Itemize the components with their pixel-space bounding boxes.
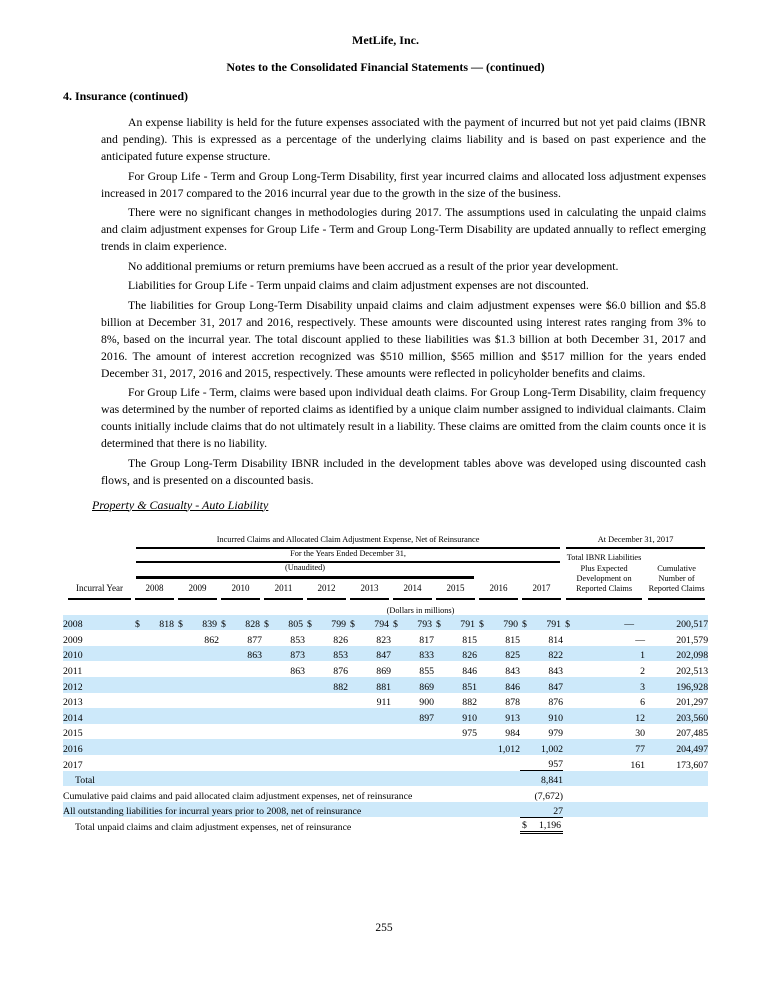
ibnr-value-cell — [563, 615, 645, 631]
cell-content — [219, 619, 262, 630]
table-row — [63, 724, 708, 740]
cell-value: 805 — [288, 619, 303, 631]
claims-value-cell — [305, 693, 348, 709]
cell-content — [434, 619, 477, 630]
header-row-years-ended — [63, 549, 708, 563]
claims-value-cell: 817 — [419, 634, 434, 646]
column-header-year — [133, 579, 176, 600]
ibnr-value-cell — [563, 802, 645, 818]
summary-value-cell: 8,841 — [520, 771, 563, 787]
column-header-year — [520, 579, 563, 600]
table-row — [63, 661, 708, 677]
claims-value-cell: 826 — [333, 634, 348, 646]
ibnr-value-cell: 30 — [635, 728, 646, 740]
subheader-years-ended: For the Years Ended December 31, — [133, 549, 563, 563]
spacer-cell — [63, 563, 133, 578]
claims-value-cell: 911 — [376, 697, 391, 709]
claims-value-cell — [348, 755, 391, 771]
document-title: Notes to the Consolidated Financial Statements — (continued) — [226, 60, 545, 74]
currency-symbol: $ — [264, 619, 269, 631]
currency-symbol: $ — [178, 619, 183, 631]
cumulative-claims-cell — [645, 786, 708, 802]
claims-value-cell — [133, 724, 176, 740]
claims-value-cell: 910 — [434, 708, 477, 724]
currency-symbol: $ — [350, 619, 355, 631]
claims-value-cell: 853 — [305, 646, 348, 662]
claims-value-cell — [133, 677, 176, 693]
cell-value: 799 — [331, 619, 346, 631]
ibnr-value-cell — [563, 817, 645, 833]
claims-value-cell — [262, 755, 305, 771]
claims-value-cell — [305, 739, 348, 755]
claims-value-cell — [520, 615, 563, 631]
summary-row — [63, 786, 708, 802]
cumulative-claims-cell: 201,579 — [676, 634, 709, 646]
table-row — [63, 646, 708, 662]
claims-value-cell — [176, 661, 219, 677]
year-label: 2013 — [350, 583, 389, 599]
cell-value: 793 — [417, 619, 432, 631]
claims-value-cell — [477, 615, 520, 631]
claims-value-cell: 877 — [247, 634, 262, 646]
claims-value-cell — [133, 661, 176, 677]
cell-value: — — [624, 619, 635, 631]
claims-value-cell — [176, 646, 219, 662]
table-row — [63, 755, 708, 771]
claims-value-cell: 843 — [548, 665, 564, 677]
claims-value-cell: 984 — [505, 728, 520, 740]
claims-value-cell — [262, 739, 305, 755]
cumulative-claims-cell — [645, 817, 708, 833]
cell-content — [348, 619, 391, 630]
cell-value: 1,196 — [539, 820, 562, 832]
cumulative-claims-cell: 207,485 — [676, 728, 709, 740]
claims-value-cell: 876 — [333, 665, 348, 677]
claims-value-cell — [133, 646, 176, 662]
claims-value-cell — [305, 724, 348, 740]
claims-value-cell: 853 — [290, 634, 305, 646]
claims-value-cell — [434, 739, 477, 755]
year-label: 2015 — [436, 583, 475, 599]
group-header-at-date: At December 31, 2017 — [563, 535, 708, 549]
incurral-year-cell: 2013 — [63, 697, 83, 709]
claims-value-cell — [219, 755, 262, 771]
year-label: 2014 — [393, 583, 432, 599]
body-paragraphs — [101, 114, 706, 489]
paragraph: For Group Life - Term and Group Long-Term Disability, first year incurred claims and allocated loss adjustment expenses increased in 2017 compared to the 2016 incurral year due to the growth in the size of the business. — [101, 169, 706, 200]
paragraph: No additional premiums or return premiums have been accrued as a result of the prior year development. — [128, 259, 619, 273]
spacer-cell — [63, 600, 133, 615]
currency-symbol: $ — [221, 619, 226, 631]
column-header-year — [348, 579, 391, 600]
claims-value-cell: 881 — [348, 677, 391, 693]
claims-value-cell: 873 — [262, 646, 305, 662]
claims-value-cell: 851 — [434, 677, 477, 693]
subheader-unaudited: (Unaudited) — [133, 563, 477, 578]
incurral-year-cell: 2017 — [63, 759, 83, 771]
claims-value-cell — [434, 755, 477, 771]
ibnr-value-cell: 1 — [563, 646, 645, 662]
claims-value-cell: 815 — [462, 634, 477, 646]
claims-value-cell — [262, 708, 305, 724]
column-header-incurral-year: Incurral Year — [63, 579, 133, 600]
ibnr-value-cell — [563, 786, 645, 802]
cumulative-claims-cell: 173,607 — [676, 759, 709, 771]
year-label: 2017 — [522, 583, 561, 599]
claims-value-cell: 882 — [305, 677, 348, 693]
table-row — [63, 693, 708, 709]
claims-value-cell — [262, 693, 305, 709]
currency-symbol: $ — [522, 820, 527, 832]
table-row — [63, 739, 708, 755]
incurral-year-cell: 2016 — [63, 739, 133, 755]
claims-value-cell: 823 — [376, 634, 391, 646]
summary-label-cell: Cumulative paid claims and paid allocated claim adjustment expenses, net of reinsurance — [63, 790, 413, 802]
cumulative-claims-cell: 200,517 — [645, 615, 708, 631]
cumulative-claims-cell — [645, 802, 708, 818]
page-content — [63, 0, 708, 834]
cell-value: 818 — [159, 619, 174, 631]
year-label: 2010 — [221, 583, 260, 599]
claims-value-cell — [219, 615, 262, 631]
column-header-year — [477, 579, 520, 600]
column-header-year — [219, 579, 262, 600]
summary-label-cell: All outstanding liabilities for incurral years prior to 2008, net of reinsurance — [63, 802, 520, 818]
subsection-heading: Property & Casualty - Auto Liability — [92, 497, 269, 512]
column-header-year — [391, 579, 434, 600]
year-label: 2011 — [264, 583, 303, 599]
claims-value-cell — [176, 693, 219, 709]
cell-value: 828 — [245, 619, 260, 631]
claims-value-cell: 1,012 — [477, 739, 520, 755]
summary-value-cell — [520, 817, 563, 833]
cumulative-claims-cell: 204,497 — [645, 739, 708, 755]
claims-value-cell — [133, 693, 176, 709]
claims-value-cell — [391, 755, 434, 771]
ibnr-value-cell: 12 — [563, 708, 645, 724]
column-header-ibnr: Total IBNR Liabilities Plus Expected Development on Reported Claims — [563, 549, 645, 600]
column-header-year — [176, 579, 219, 600]
claims-value-cell: 862 — [204, 634, 219, 646]
claims-value-cell: 863 — [290, 665, 305, 677]
ibnr-value-cell: 161 — [630, 759, 646, 771]
claims-value-cell — [348, 739, 391, 755]
claims-value-cell: 878 — [505, 697, 520, 709]
cumulative-claims-cell: 196,928 — [645, 677, 708, 693]
claims-value-cell: 876 — [548, 697, 564, 709]
claims-value-cell — [133, 755, 176, 771]
ibnr-value-cell — [563, 771, 645, 787]
page-number: 255 — [375, 922, 393, 934]
section-heading: 4. Insurance (continued) — [63, 89, 189, 103]
summary-row — [63, 817, 708, 833]
ibnr-value-cell: 3 — [563, 677, 645, 693]
claims-value-cell — [176, 615, 219, 631]
cumulative-claims-cell: 201,297 — [676, 697, 709, 709]
paragraph: An expense liability is held for the future expenses associated with the payment of incurred but not yet paid claims (IBNR and pending). This is expressed as a percentage of the underlying claims liability and is based on past experience and the anticipated future expense structure. — [101, 116, 706, 163]
cell-content — [305, 619, 348, 630]
header-row-group-titles — [63, 535, 708, 549]
currency-symbol: $ — [522, 619, 527, 631]
claims-value-cell — [133, 630, 176, 646]
incurral-year-cell: 2009 — [63, 634, 83, 646]
year-label: 2009 — [178, 583, 217, 599]
claims-value-cell — [219, 724, 262, 740]
year-label: 2016 — [479, 583, 518, 599]
spacer-cell — [63, 549, 133, 563]
claims-value-cell — [176, 708, 219, 724]
claims-value-cell: 833 — [391, 646, 434, 662]
claims-value-cell: 847 — [348, 646, 391, 662]
currency-symbol: $ — [565, 619, 570, 631]
claims-value-cell: 863 — [219, 646, 262, 662]
claims-value-cell — [262, 724, 305, 740]
claims-value-cell: 1,002 — [520, 739, 563, 755]
claims-value-cell — [477, 755, 520, 771]
claims-value-cell — [348, 708, 391, 724]
claims-value-cell — [348, 724, 391, 740]
table-body — [63, 615, 708, 833]
claims-value-cell: 900 — [419, 697, 434, 709]
cumulative-claims-cell: 203,560 — [645, 708, 708, 724]
cell-content — [391, 619, 434, 630]
claims-value-cell — [305, 755, 348, 771]
summary-row — [63, 802, 708, 818]
claims-value-cell: 814 — [548, 634, 564, 646]
incurral-year-cell: 2008 — [63, 615, 133, 631]
spacer-cell — [477, 563, 520, 578]
column-header-year — [305, 579, 348, 600]
paragraph: There were no significant changes in methodologies during 2017. The assumptions used in calculating the unpaid claims and claim adjustment expenses for Group Life - Term and Group Long-Term Disability are updated annually to reflect emerging trends in claim experience. — [101, 206, 706, 253]
ibnr-value-cell: — — [635, 634, 646, 646]
claims-value-cell — [219, 677, 262, 693]
cell-content — [477, 619, 520, 630]
claims-value-cell — [133, 739, 176, 755]
claims-value-cell: 847 — [520, 677, 563, 693]
claims-value-cell: 815 — [505, 634, 520, 646]
units-note: (Dollars in millions) — [386, 605, 455, 615]
claims-value-cell — [176, 677, 219, 693]
cell-content — [133, 619, 176, 630]
incurral-year-cell: 2014 — [63, 708, 133, 724]
claims-value-cell — [219, 708, 262, 724]
currency-symbol: $ — [393, 619, 398, 631]
year-label: 2008 — [135, 583, 174, 599]
ibnr-value-cell: 2 — [640, 665, 646, 677]
claims-value-cell — [391, 739, 434, 755]
summary-label-cell: Total — [63, 771, 520, 787]
summary-value-cell: (7,672) — [534, 790, 564, 802]
table-header — [63, 535, 708, 615]
claims-value-cell: 846 — [462, 665, 477, 677]
claims-value-cell — [176, 755, 219, 771]
paragraph: Liabilities for Group Life - Term unpaid claims and claim adjustment expenses are not discounted. — [128, 279, 589, 292]
claims-value-cell: 897 — [391, 708, 434, 724]
cell-value: 790 — [503, 619, 518, 631]
year-label: 2012 — [307, 583, 346, 599]
incurral-year-cell: 2012 — [63, 677, 133, 693]
table-row — [63, 708, 708, 724]
currency-symbol: $ — [479, 619, 484, 631]
claims-value-cell: 913 — [477, 708, 520, 724]
claims-value-cell: 869 — [391, 677, 434, 693]
cell-content — [563, 619, 636, 630]
claims-value-cell: 855 — [419, 665, 434, 677]
cumulative-claims-cell — [645, 771, 708, 787]
spacer-cell — [520, 563, 563, 578]
cumulative-claims-cell: 202,098 — [645, 646, 708, 662]
claims-value-cell: 843 — [505, 665, 520, 677]
column-header-year — [262, 579, 305, 600]
claims-value-cell: 910 — [520, 708, 563, 724]
cumulative-claims-cell: 202,513 — [676, 665, 709, 677]
ibnr-value-cell: 6 — [640, 697, 646, 709]
cell-value: 791 — [546, 619, 562, 631]
table-row — [63, 630, 708, 646]
paragraph: For Group Life - Term, claims were based upon individual death claims. For Group Long-Term Disability, claim frequency was determined by the number of reported claims as identified by a unique claim number assigned to individual claimants. Claim counts initially include claims that do not ultimately result in a liability. These claims are omitted from the claim counts once it is determined that there is no liability. — [101, 386, 706, 450]
incurral-year-cell: 2010 — [63, 646, 133, 662]
incurral-year-cell: 2015 — [63, 728, 83, 740]
table-row — [63, 677, 708, 693]
claims-value-cell: 979 — [548, 728, 564, 740]
cell-content — [176, 619, 219, 630]
claims-value-cell — [133, 615, 176, 631]
claims-value-cell: 957 — [548, 759, 564, 771]
claims-value-cell — [219, 693, 262, 709]
cell-value: 839 — [202, 619, 217, 631]
claims-value-cell: 825 — [477, 646, 520, 662]
column-header-cumulative-claims: Cumulative Number of Reported Claims — [645, 549, 708, 600]
claims-value-cell — [176, 739, 219, 755]
claims-value-cell — [262, 677, 305, 693]
claims-value-cell: 822 — [520, 646, 563, 662]
claims-value-cell: 846 — [477, 677, 520, 693]
currency-symbol: $ — [436, 619, 441, 631]
summary-value-cell: 27 — [520, 802, 563, 818]
claims-value-cell — [219, 661, 262, 677]
ibnr-value-cell: 77 — [563, 739, 645, 755]
cell-content — [262, 619, 305, 630]
company-title: MetLife, Inc. — [352, 33, 419, 47]
paragraph: The Group Long-Term Disability IBNR included in the development tables above was developed using discounted cash flows, and is presented on a discounted basis. — [101, 456, 706, 487]
loss-development-table — [63, 535, 708, 835]
cell-content — [520, 820, 563, 831]
summary-row — [63, 771, 708, 787]
claims-value-cell: 826 — [434, 646, 477, 662]
incurral-year-cell: 2011 — [63, 665, 83, 677]
currency-symbol: $ — [135, 619, 140, 631]
claims-value-cell: 869 — [376, 665, 391, 677]
group-header-incurred-claims: Incurred Claims and Allocated Claim Adjustment Expense, Net of Reinsurance — [133, 535, 563, 549]
claims-value-cell — [262, 615, 305, 631]
claims-value-cell — [305, 708, 348, 724]
claims-value-cell: 882 — [462, 697, 477, 709]
cell-value: 791 — [460, 619, 475, 631]
claims-value-cell — [219, 739, 262, 755]
summary-label-cell: Total unpaid claims and claim adjustment expenses, net of reinsurance — [75, 821, 352, 833]
claims-value-cell: 975 — [462, 728, 477, 740]
claims-value-cell — [133, 708, 176, 724]
claims-value-cell — [391, 724, 434, 740]
currency-symbol: $ — [307, 619, 312, 631]
claims-value-cell — [348, 615, 391, 631]
paragraph: The liabilities for Group Long-Term Disability unpaid claims and claim adjustment expenses were $6.0 billion and $5.8 billion at December 31, 2017 and 2016, respectively. These amounts were discounted using interest rates ranging from 3% to 8%, based on the incurral year. The total discount applied to these liabilities was $1.3 billion at both December 31, 2017 and 2016. The amount of interest accretion recognized was $510 million, $565 million and $517 million for the years ended December 31, 2017, 2016 and 2015, respectively. These amounts were reflected in policyholder benefits and claims. — [101, 298, 706, 380]
claims-value-cell — [305, 615, 348, 631]
claims-value-cell — [176, 724, 219, 740]
header-row-units — [63, 600, 708, 615]
cell-content — [520, 619, 563, 630]
claims-value-cell — [391, 615, 434, 631]
cell-value: 794 — [374, 619, 389, 631]
table-row — [63, 615, 708, 631]
spacer-cell — [63, 535, 133, 549]
column-header-year — [434, 579, 477, 600]
claims-value-cell — [434, 615, 477, 631]
